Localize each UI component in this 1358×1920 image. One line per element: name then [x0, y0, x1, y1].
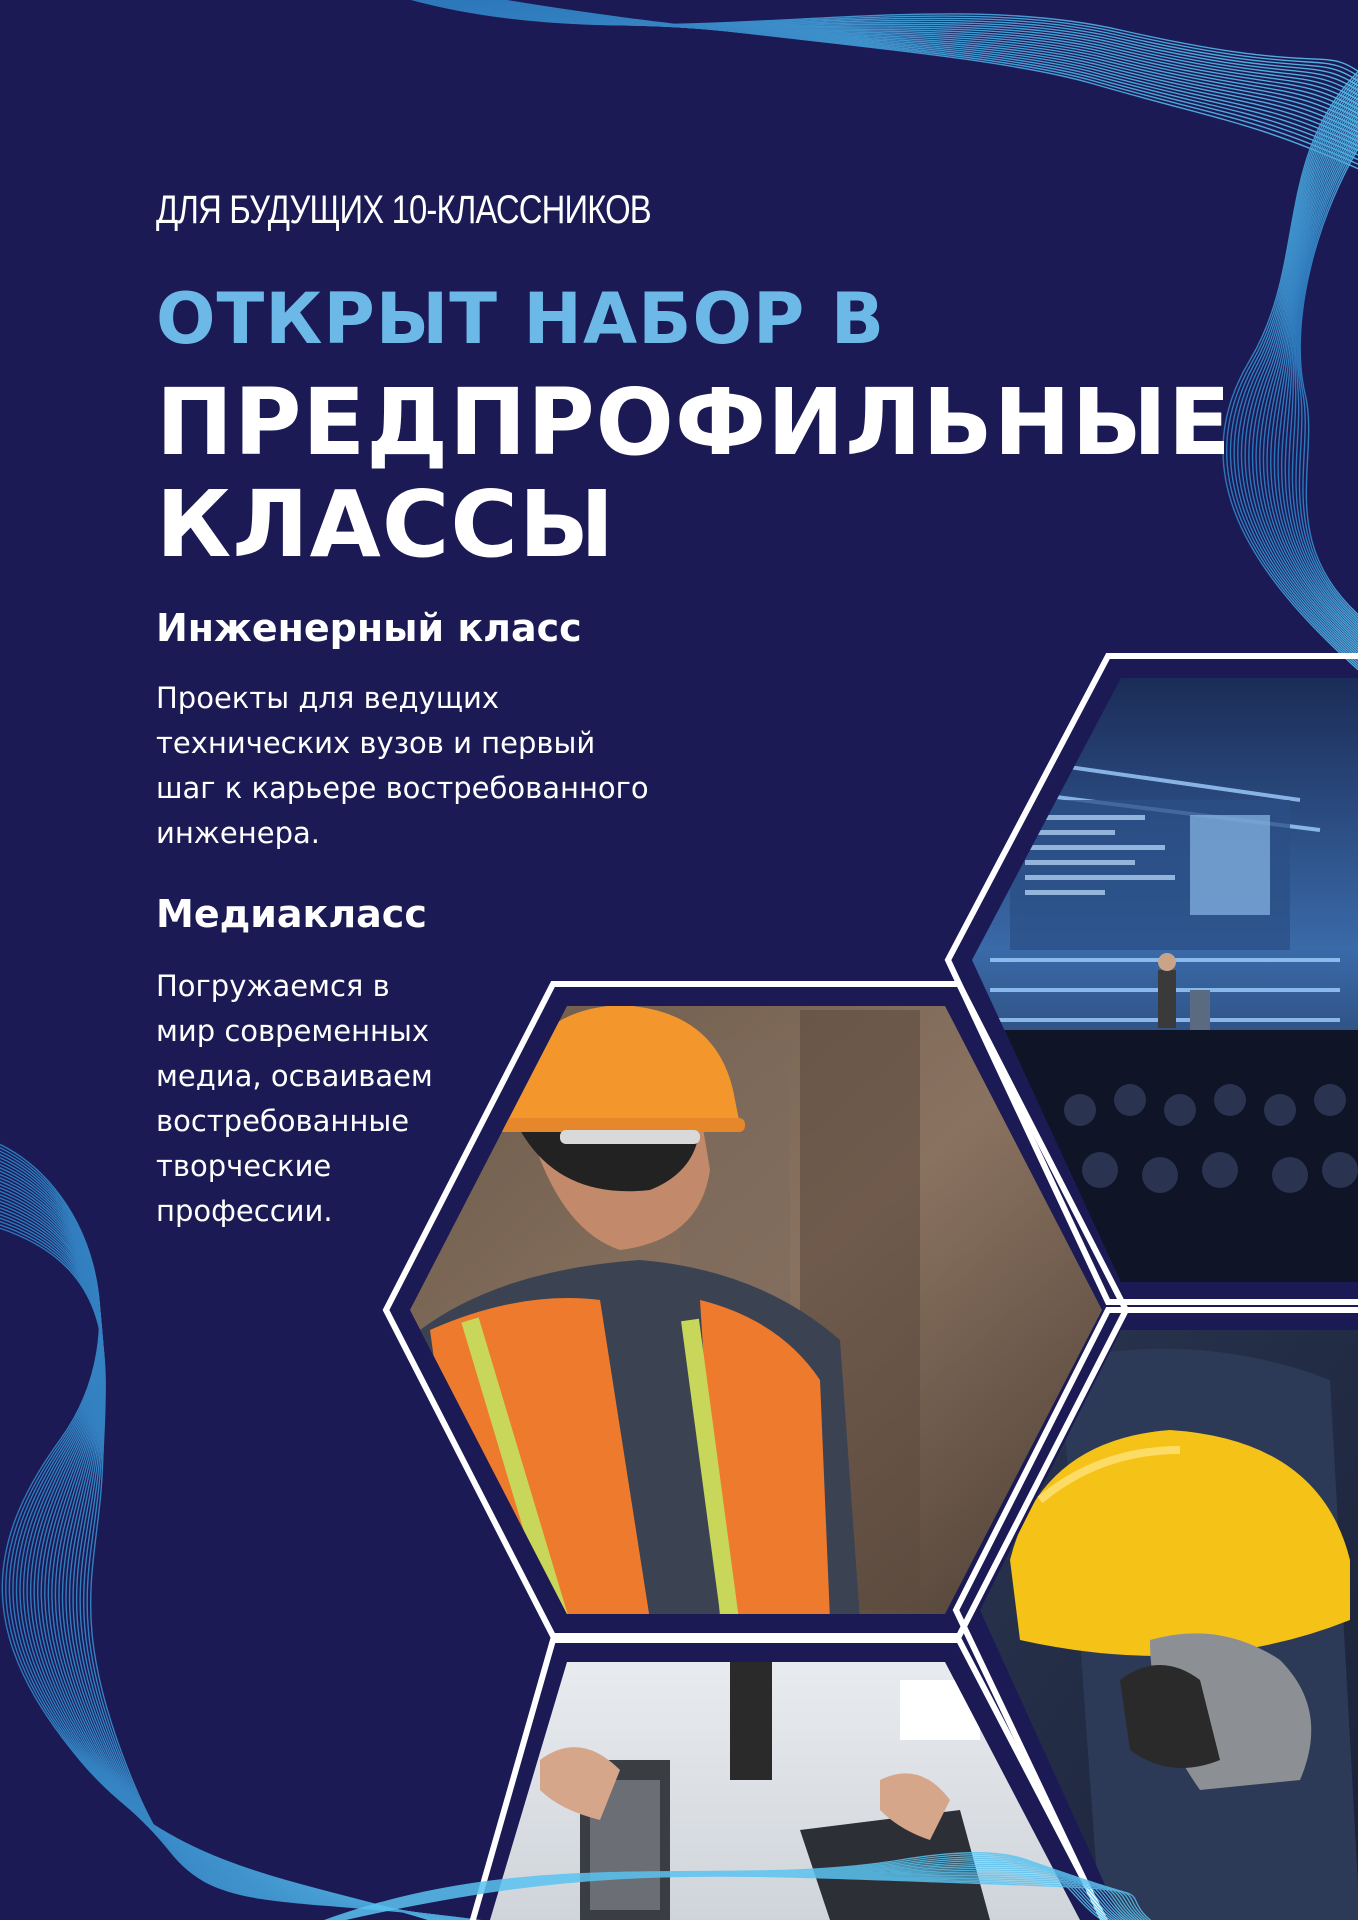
description-line: мир современных [156, 1014, 430, 1048]
description-line: шаг к карьере востребованного [156, 771, 649, 805]
description-line: Погружаемся в [156, 969, 390, 1003]
engineering-class-title: Инженерный класс [156, 606, 582, 650]
description-line: технических вузов и первый [156, 726, 596, 760]
headline-line-1: ПРЕДПРОФИЛЬНЫЕ [156, 369, 1232, 476]
description-line: Проекты для ведущих [156, 681, 500, 715]
media-class-title: Медиакласс [156, 892, 427, 936]
eyebrow-text: ДЛЯ БУДУЩИХ 10-КЛАССНИКОВ [156, 188, 651, 232]
description-line: профессии. [156, 1194, 333, 1228]
headline-accent: ОТКРЫТ НАБОР В [156, 278, 886, 360]
description-line: медиа, осваиваем [156, 1059, 433, 1093]
description-line: творческие [156, 1149, 332, 1183]
wave-line [300, 1861, 1130, 1920]
description-line: инженера. [156, 816, 320, 850]
description-line: востребованные [156, 1104, 410, 1138]
headline-line-2: КЛАССЫ [156, 471, 616, 578]
